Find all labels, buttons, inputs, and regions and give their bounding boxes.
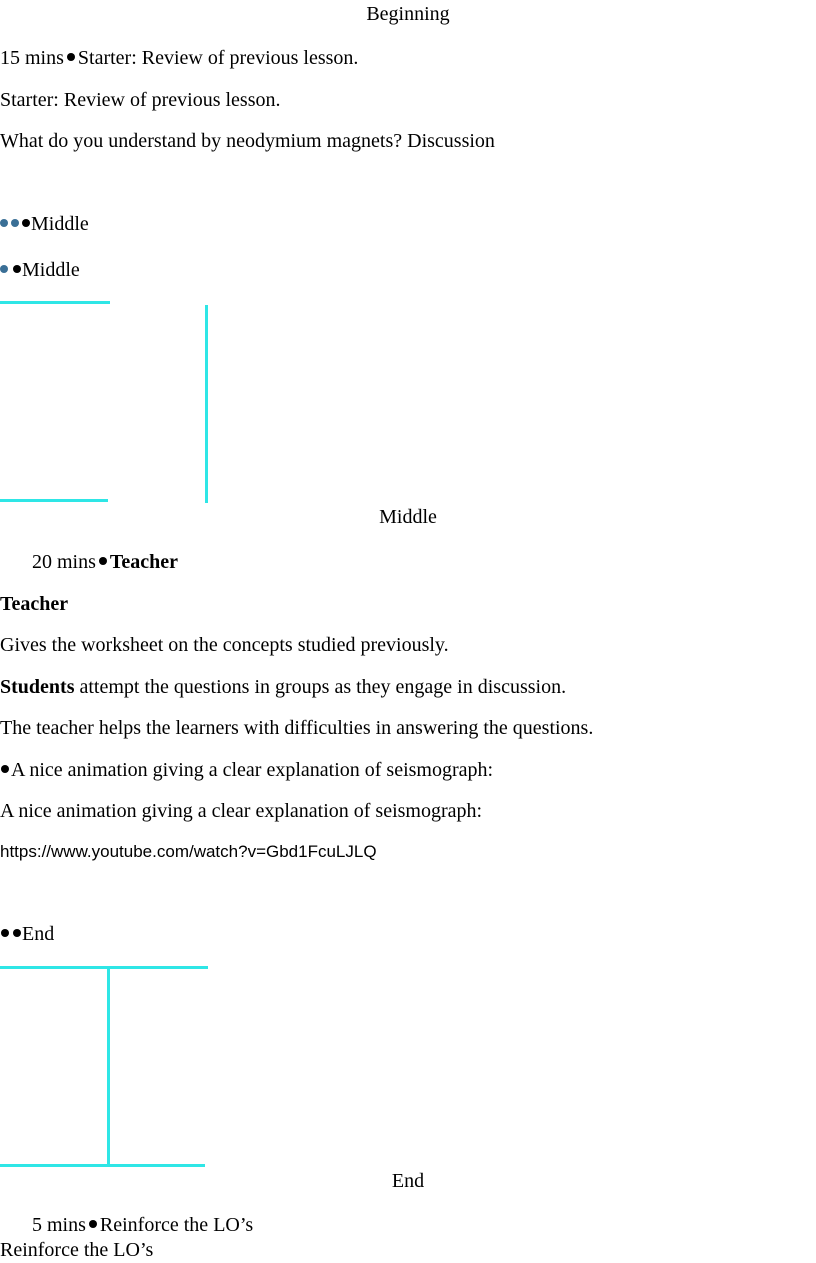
beginning-time-row xyxy=(0,46,358,70)
students-label: Students xyxy=(0,676,75,698)
students-line xyxy=(0,675,566,699)
bullet-icon xyxy=(13,929,21,937)
blue-bullet-icon xyxy=(11,219,19,227)
middle-marker-label-1: Middle xyxy=(31,213,89,235)
end-rule-top xyxy=(0,966,208,969)
end-time: 5 mins xyxy=(32,1214,86,1236)
middle-rule-top xyxy=(0,301,110,304)
middle-marker-1 xyxy=(0,212,89,236)
middle-line-3: The teacher helps the learners with difficulties in answering the questions. xyxy=(0,717,594,739)
underlined-bullet xyxy=(0,759,11,781)
middle-rule-vertical xyxy=(205,305,208,503)
middle-marker-label-2: Middle xyxy=(22,259,80,281)
bullet-icon xyxy=(89,1220,97,1228)
end-bullet-text: Reinforce the LO’s xyxy=(99,1214,254,1236)
middle-rule-bottom xyxy=(0,499,108,502)
middle-bullet-text: Teacher xyxy=(109,551,179,573)
end-line-1: Reinforce the LO’s xyxy=(0,1239,154,1261)
animation-line: A nice animation giving a clear explanation of seismograph: xyxy=(0,800,483,822)
middle-time-row xyxy=(32,550,178,574)
animation-bullet-text: A nice animation giving a clear explanation of seismograph: xyxy=(11,759,494,781)
middle-marker-2 xyxy=(0,258,80,282)
beginning-line-2: What do you understand by neodymium magnets? Discussion xyxy=(0,130,495,152)
end-rule-bottom xyxy=(0,1164,205,1167)
end-heading: End xyxy=(391,1170,425,1192)
end-rule-vertical xyxy=(107,968,110,1166)
beginning-time: 15 mins xyxy=(0,47,64,69)
bullet-icon xyxy=(67,53,75,61)
middle-line-1: Gives the worksheet on the concepts studied previously. xyxy=(0,634,449,656)
bullet-icon xyxy=(22,219,30,227)
middle-heading: Middle xyxy=(379,506,437,528)
beginning-heading: Beginning xyxy=(366,3,450,25)
video-link[interactable]: https://www.youtube.com/watch?v=Gbd1FcuLJLQ xyxy=(0,842,377,861)
teacher-label: Teacher xyxy=(0,593,69,615)
end-marker xyxy=(0,922,54,946)
blue-bullet-icon xyxy=(0,265,8,273)
students-text: attempt the questions in groups as they engage in discussion. xyxy=(74,676,567,698)
middle-time: 20 mins xyxy=(32,551,96,573)
animation-bullet-row xyxy=(0,758,493,782)
beginning-bullet-text: Starter: Review of previous lesson. xyxy=(77,47,359,69)
blue-bullet-icon xyxy=(0,219,8,227)
bullet-icon xyxy=(1,765,9,773)
bullet-icon xyxy=(1,929,9,937)
end-marker-label: End xyxy=(22,923,55,945)
end-time-row xyxy=(32,1213,253,1237)
beginning-line-1: Starter: Review of previous lesson. xyxy=(0,89,281,111)
bullet-icon xyxy=(13,265,21,273)
bullet-icon xyxy=(99,557,107,565)
